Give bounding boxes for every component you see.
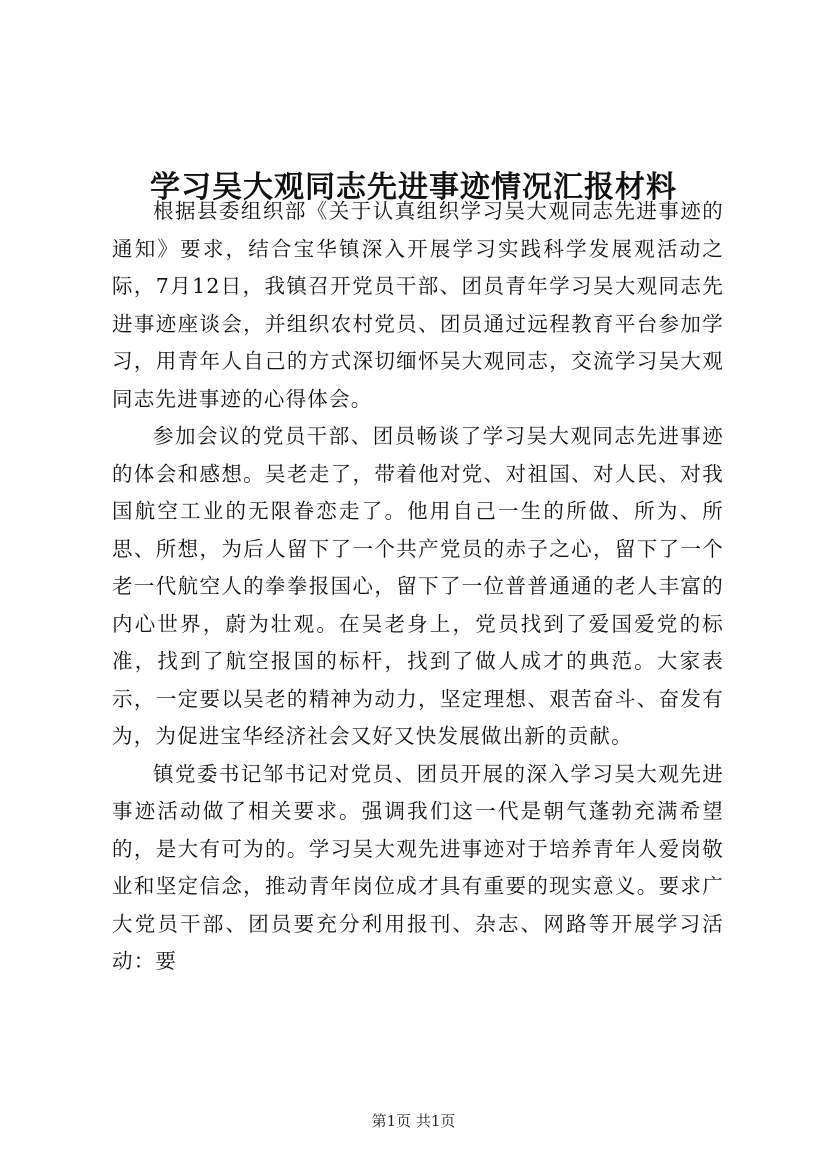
- paragraph-3: 镇党委书记邹书记对党员、团员开展的深入学习吴大观先进事迹活动做了相关要求。强调我们这一代是朝气蓬勃充满希望的，是大有可为的。学习吴大观先进事迹对于培养青年人爱岗敬业和坚定信念，推动青年岗位成才具有重要的现实意义。要求广大党员干部、团员要充分利用报刊、杂志、网路等开展学习活动：要: [112, 761, 724, 973]
- paragraph-1: 根据县委组织部《关于认真组织学习吴大观同志先进事迹的通知》要求，结合宝华镇深入开展学习实践科学发展观活动之际，7月12日，我镇召开党员干部、团员青年学习吴大观同志先进事迹座谈会，并组织农村党员、团员通过远程教育平台参加学习，用青年人自己的方式深切缅怀吴大观同志，交流学习吴大观同志先进事迹的心得体会。: [112, 199, 724, 411]
- document-title: 学习吴大观同志先进事迹情况汇报材料: [150, 170, 677, 206]
- document-body: [112, 193, 724, 981]
- paragraph-2: 参加会议的党员干部、团员畅谈了学习吴大观同志先进事迹的体会和感想。吴老走了，带着他对党、对祖国、对人民、对我国航空工业的无限眷恋走了。他用自己一生的所做、所为、所思、所想，为后人留下了一个共产党员的赤子之心，留下了一个老一代航空人的拳拳报国心，留下了一位普普通通的老人丰富的内心世界，蔚为壮观。在吴老身上，党员找到了爱国爱党的标准，找到了航空报国的标杆，找到了做人成才的典范。大家表示，一定要以吴老的精神为动力，坚定理想、艰苦奋斗、奋发有为，为促进宝华经济社会又好又快发展做出新的贡献。: [112, 424, 724, 748]
- page-footer: 第1页 共1页: [371, 1112, 456, 1130]
